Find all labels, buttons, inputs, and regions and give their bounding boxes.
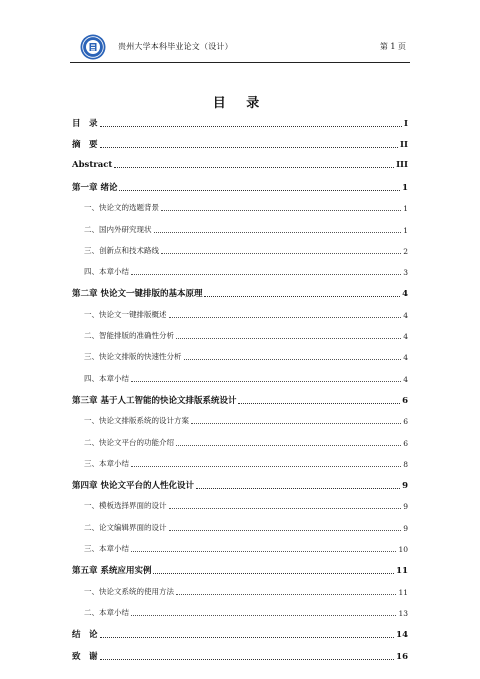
toc-dot-leader: [184, 358, 402, 360]
toc-entry-label: 第五章 系统应用实例: [72, 566, 152, 577]
toc-entry-page: 16: [396, 651, 408, 662]
toc-chapter-entry[interactable]: [72, 160, 408, 170]
toc-entry-page: 2: [403, 246, 408, 256]
toc-entry-page: 10: [398, 545, 408, 554]
university-seal-icon: [80, 34, 106, 60]
toc-entry-label: 二、国内外研究现状: [84, 224, 152, 234]
toc-dot-leader: [100, 658, 395, 660]
toc-dot-leader: [161, 252, 401, 254]
toc-title: 目 录: [212, 96, 268, 111]
toc-dot-leader: [176, 337, 401, 339]
toc-chapter-entry[interactable]: [72, 181, 408, 193]
toc-entry-page: 9: [402, 481, 408, 492]
toc-entry-page: 4: [402, 289, 408, 300]
toc-entry-page: 1: [402, 182, 408, 193]
toc-dot-leader: [119, 189, 400, 191]
toc-section-entry[interactable]: [72, 437, 408, 448]
toc-dot-leader: [161, 209, 401, 211]
toc-entry-page: 6: [402, 395, 408, 406]
toc-entry-label: 第一章 绪论: [72, 182, 118, 193]
toc-section-entry[interactable]: [72, 522, 408, 533]
toc-dot-leader: [204, 295, 400, 297]
toc-entry-label: 一、快论文系统的使用方法: [84, 586, 174, 596]
toc-entry-label: 三、快论文排版的快速性分析: [84, 352, 182, 362]
toc-chapter-entry[interactable]: [72, 479, 408, 491]
toc-section-entry[interactable]: [72, 202, 408, 213]
toc-entry-label: 第二章 快论文一键排版的基本原理: [72, 289, 203, 300]
toc-section-entry[interactable]: [72, 500, 408, 511]
toc-section-entry[interactable]: [72, 586, 408, 597]
toc-entry-label: 一、快论文一键排版概述: [84, 309, 167, 319]
toc-section-entry[interactable]: [72, 224, 408, 235]
toc-section-entry[interactable]: [72, 266, 408, 277]
toc-section-entry[interactable]: [72, 245, 408, 256]
header-divider: [70, 62, 410, 63]
toc-entry-page: 11: [396, 566, 408, 577]
toc-entry-label: 三、本章小结: [84, 458, 129, 468]
toc-dot-leader: [100, 636, 395, 638]
toc-section-entry[interactable]: [72, 607, 408, 618]
toc-chapter-entry[interactable]: [72, 394, 408, 406]
toc-entry-page: 9: [403, 523, 408, 533]
toc-chapter-entry[interactable]: [72, 287, 408, 299]
toc-entry-label: 二、论文编辑界面的设计: [84, 522, 167, 532]
toc-dot-leader: [176, 444, 401, 446]
toc-dot-leader: [114, 166, 394, 168]
toc-chapter-entry[interactable]: [72, 117, 408, 129]
toc-dot-leader: [100, 146, 399, 148]
toc-dot-leader: [100, 125, 403, 127]
toc-entry-label: 二、本章小结: [84, 607, 129, 617]
toc-dot-leader: [238, 402, 400, 404]
toc-entry-page: 9: [403, 502, 408, 512]
toc-entry-page: 3: [403, 268, 408, 278]
toc-entry-page: 14: [396, 630, 408, 641]
toc-dot-leader: [131, 550, 396, 552]
toc-section-entry[interactable]: [72, 415, 408, 426]
toc-entry-label: 第三章 基于人工智能的快论文排版系统设计: [72, 395, 237, 406]
toc-section-entry[interactable]: [72, 458, 408, 469]
toc-entry-page: 1: [403, 225, 408, 235]
toc-entry-page: 4: [403, 332, 408, 341]
toc-dot-leader: [131, 380, 401, 382]
toc-chapter-entry[interactable]: [72, 138, 408, 150]
toc-entry-page: III: [396, 159, 408, 170]
toc-entry-page: 13: [398, 608, 408, 618]
toc-entry-label: 四、本章小结: [84, 373, 129, 383]
toc-entry-page: 4: [403, 353, 408, 363]
toc-section-entry[interactable]: [72, 330, 408, 341]
toc-entry-label: 一、模板选择界面的设计: [84, 501, 167, 511]
toc-entry-label: 二、快论文平台的功能介绍: [84, 437, 174, 447]
toc-entry-label: 结 论: [72, 630, 98, 641]
toc-dot-leader: [169, 507, 402, 509]
toc-entry-page: 4: [403, 310, 408, 320]
toc-entry-page: 6: [403, 438, 408, 448]
page-number: 第 1 页: [379, 42, 406, 51]
toc-dot-leader: [153, 572, 394, 574]
toc-section-entry[interactable]: [72, 373, 408, 384]
toc-entry-label: 致 谢: [72, 651, 98, 662]
toc-entry-label: 四、本章小结: [84, 267, 129, 277]
toc-entry-page: II: [400, 140, 408, 151]
toc-dot-leader: [154, 231, 402, 233]
toc-entry-label: 一、快论文排版系统的设计方案: [84, 416, 189, 426]
toc-dot-leader: [191, 422, 401, 424]
toc-entry-label: Abstract: [72, 159, 113, 170]
toc-entry-page: 4: [403, 374, 408, 384]
toc-entry-label: 第四章 快论文平台的人性化设计: [72, 481, 194, 492]
toc-chapter-entry[interactable]: [72, 628, 408, 640]
toc-chapter-entry[interactable]: [72, 650, 408, 662]
toc-entry-page: 1: [403, 204, 408, 214]
toc-entry-label: 三、本章小结: [84, 544, 129, 553]
toc-dot-leader: [169, 529, 402, 531]
toc-entry-label: 二、智能排版的准确性分析: [84, 331, 174, 340]
toc-section-entry[interactable]: [72, 351, 408, 362]
school-name: 贵州大学本科毕业论文（设计）: [118, 42, 233, 51]
toc-entry-label: 一、快论文的选题背景: [84, 203, 159, 213]
toc-entry-label: 目 录: [72, 119, 98, 129]
toc-entry-page: I: [404, 119, 408, 129]
toc-entry-page: 8: [403, 459, 408, 469]
toc-entry-label: 三、创新点和技术路线: [84, 245, 159, 255]
toc-section-entry[interactable]: [72, 309, 408, 320]
toc-entry-page: 11: [398, 587, 408, 597]
toc-section-entry[interactable]: [72, 543, 408, 554]
toc-dot-leader: [131, 465, 401, 467]
toc-dot-leader: [169, 316, 402, 318]
page-header: [70, 32, 410, 62]
toc-dot-leader: [176, 593, 396, 595]
toc-dot-leader: [196, 487, 400, 489]
toc-chapter-entry[interactable]: [72, 564, 408, 576]
toc-entry-page: 6: [403, 417, 408, 427]
toc-dot-leader: [131, 273, 401, 275]
toc-entry-label: 摘 要: [72, 140, 98, 151]
toc-dot-leader: [131, 614, 396, 616]
